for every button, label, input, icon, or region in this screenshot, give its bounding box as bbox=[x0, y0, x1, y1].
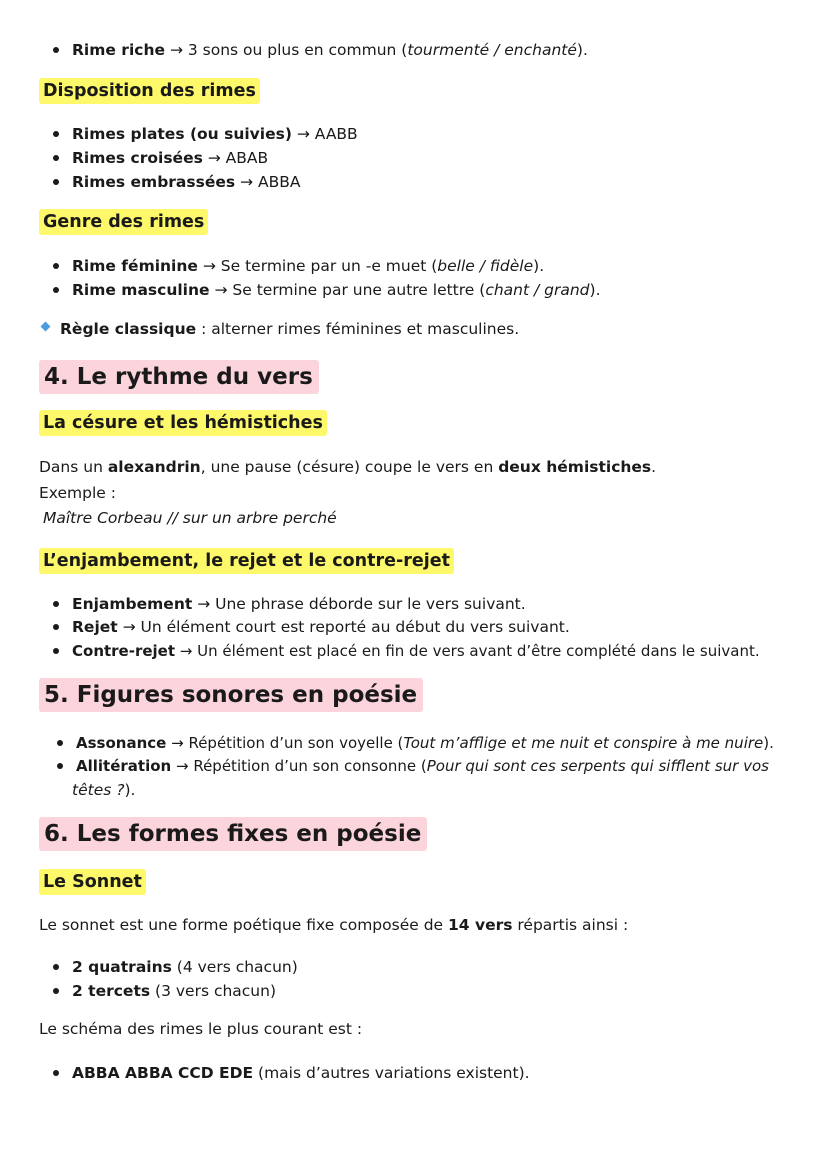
list-item-schema: ABBA ABBA CCD EDE (mais d’autres variations existent). bbox=[72, 1064, 530, 1082]
alliteration-continuation: têtes ?). bbox=[72, 781, 136, 799]
section-title-rythme: 4. Le rythme du vers bbox=[39, 360, 319, 394]
section-title-figures-sonores: 5. Figures sonores en poésie bbox=[39, 678, 423, 712]
list-item: Contre-rejet → Un élément est placé en fin de vers avant d’être complété dans le suivant. bbox=[72, 642, 760, 660]
list-item: Rejet → Un élément court est reporté au début du vers suivant. bbox=[72, 618, 570, 636]
citation: Maître Corbeau // sur un arbre perché bbox=[43, 509, 337, 527]
list-item: Rime masculine → Se termine par une autre lettre (chant / grand). bbox=[72, 281, 601, 299]
list-item: Rimes embrassées → ABBA bbox=[72, 173, 301, 191]
list-item: Rime féminine → Se termine par un -e muet (belle / fidèle). bbox=[72, 257, 545, 275]
diamond-bullet-icon bbox=[41, 322, 51, 332]
list-item: 2 quatrains (4 vers chacun) bbox=[72, 958, 298, 976]
heading-sonnet: Le Sonnet bbox=[39, 869, 146, 895]
list-item: 2 tercets (3 vers chacun) bbox=[72, 982, 277, 1000]
heading-cesure: La césure et les hémistiches bbox=[39, 410, 327, 436]
paragraph-sonnet-intro: Le sonnet est une forme poétique fixe composée de 14 vers répartis ainsi : bbox=[39, 916, 629, 934]
heading-disposition-rimes: Disposition des rimes bbox=[39, 78, 260, 104]
list-item-alliteration: Allitération → Répétition d’un son consonne (Pour qui sont ces serpents qui sifflent sur vos bbox=[76, 757, 769, 775]
heading-enjambement: L’enjambement, le rejet et le contre-rejet bbox=[39, 548, 454, 574]
list-item: Enjambement → Une phrase déborde sur le vers suivant. bbox=[72, 595, 526, 613]
list-item-rime-riche: Rime riche → 3 sons ou plus en commun (tourmenté / enchanté). bbox=[72, 41, 588, 59]
paragraph-alexandrin: Dans un alexandrin, une pause (césure) coupe le vers en deux hémistiches. bbox=[39, 458, 657, 476]
heading-genre-rimes: Genre des rimes bbox=[39, 209, 208, 235]
list-item-assonance: Assonance → Répétition d’un son voyelle (Tout m’afflige et me nuit et conspire à me nuire). bbox=[76, 734, 774, 752]
section-title-formes-fixes: 6. Les formes fixes en poésie bbox=[39, 817, 427, 851]
paragraph-schema: Le schéma des rimes le plus courant est : bbox=[39, 1020, 363, 1038]
regle-classique: Règle classique : alterner rimes féminines et masculines. bbox=[60, 320, 520, 338]
list-item: Rimes croisées → ABAB bbox=[72, 149, 269, 167]
list-item: Rimes plates (ou suivies) → AABB bbox=[72, 125, 358, 143]
exemple-label: Exemple : bbox=[39, 484, 116, 502]
